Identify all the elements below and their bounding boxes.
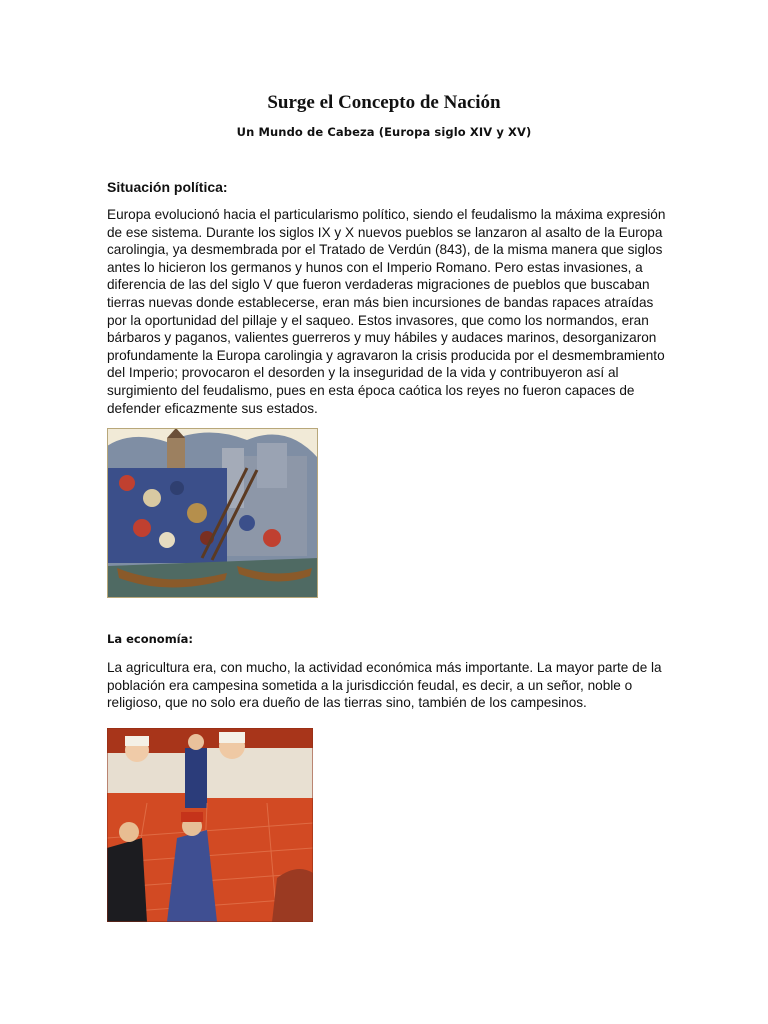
page-subtitle: Un Mundo de Cabeza (Europa siglo XIV y XV) <box>236 125 532 139</box>
page-title: Surge el Concepto de Nación <box>267 92 501 113</box>
medieval-siege-image <box>107 428 318 598</box>
section-paragraph-politica: Europa evolucionó hacia el particularismo político, siendo el feudalismo la máxima expresión de ese sistema. Durante los siglos IX y X nuevos pueblos se lanzaron al asalto de la Europa carolingia, ya desmembrada por el Tratado de Verdún (843), de la misma manera que siglos antes lo hicieron los germanos y hunos con el Imperio Romano. Pero estas invasiones, a diferencia de las del siglo V que fueron verdaderas migraciones de pueblos que buscaban tierras nuevas donde establecerse, eran más bien incursiones de bandas rapaces atraídas por la oportunidad del pillaje y el saqueo. Estos invasores, que como los normandos, eran bárbaros y paganos, valientes guerreros y muy hábiles y audaces marinos, desorganizaron profundamente la Europa carolingia y agravaron la crisis producida por el desmembramiento del Imperio; provocaron el desorden y la inseguridad de la vida y contribuyeron así al surgimiento del feudalismo, pues en esta época caótica los reyes no fueron capaces de defender eficazmente sus estados. <box>107 207 666 416</box>
section-heading-politica: Situación política: <box>107 179 228 195</box>
section-paragraph-economia: La agricultura era, con mucho, la actividad económica más importante. La mayor parte de la población era campesina sometida a la jurisdicción feudal, es decir, a un señor, noble o religioso, que no solo era dueño de las tierras sino, también de los campesinos. <box>107 660 662 711</box>
medieval-hospital-image <box>107 728 313 922</box>
hospital-illustration-icon <box>107 728 313 922</box>
section-heading-economia: La economía: <box>107 632 193 646</box>
siege-illustration-icon <box>107 428 318 598</box>
